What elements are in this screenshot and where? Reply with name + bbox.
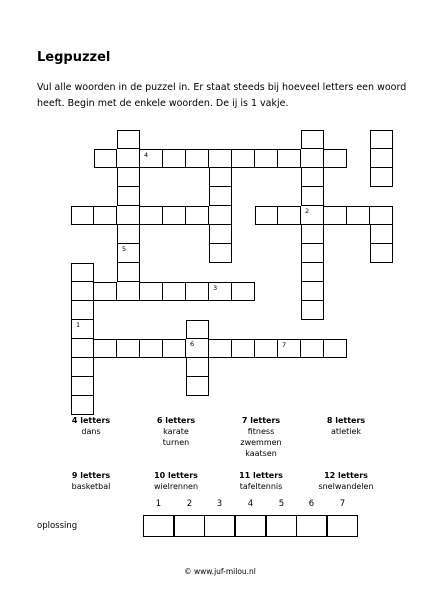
word: basketbal: [71, 482, 111, 491]
crossword-cell[interactable]: [301, 282, 324, 301]
solution-number: 7: [339, 499, 346, 509]
word-group-9-letters: [46, 470, 136, 492]
crossword-cell[interactable]: [117, 206, 140, 225]
crossword-cell[interactable]: [94, 282, 117, 301]
crossword-cell[interactable]: [370, 130, 393, 149]
word: zwemmen: [240, 438, 282, 447]
crossword-cell[interactable]: [370, 168, 393, 187]
word-group-heading: 11 letters: [239, 471, 283, 480]
crossword-cell[interactable]: [370, 206, 393, 225]
crossword-cell[interactable]: [71, 263, 94, 282]
crossword-cell[interactable]: [209, 339, 232, 358]
word: atletiek: [330, 427, 362, 436]
crossword-cell[interactable]: [301, 206, 324, 225]
crossword-cell[interactable]: [370, 244, 393, 263]
crossword-cell[interactable]: [94, 339, 117, 358]
crossword-cell[interactable]: [370, 225, 393, 244]
crossword-cell[interactable]: [71, 396, 94, 415]
solution-box[interactable]: [143, 515, 174, 537]
crossword-cell[interactable]: [186, 149, 209, 168]
crossword-cell[interactable]: [255, 206, 278, 225]
word-group-4-letters: [46, 415, 136, 437]
word-group-heading: 6 letters: [156, 416, 196, 425]
word: karate: [163, 427, 189, 436]
crossword-cell[interactable]: [209, 282, 232, 301]
word-group-8-letters: [301, 415, 391, 437]
crossword-cell[interactable]: [117, 244, 140, 263]
solution-box[interactable]: [266, 515, 297, 537]
crossword-cell[interactable]: [232, 339, 255, 358]
solution-box[interactable]: [296, 515, 327, 537]
solution-box[interactable]: [174, 515, 205, 537]
crossword-cell[interactable]: [209, 149, 232, 168]
crossword-cell[interactable]: [94, 206, 117, 225]
clue-number: 2: [305, 207, 310, 215]
crossword-cell[interactable]: [232, 282, 255, 301]
crossword-cell[interactable]: [370, 149, 393, 168]
crossword-cell[interactable]: [117, 282, 140, 301]
crossword-cell[interactable]: [186, 339, 209, 358]
word: fitness: [247, 427, 275, 436]
crossword-cell[interactable]: [117, 263, 140, 282]
clue-number: 4: [144, 151, 149, 159]
crossword-cell[interactable]: [163, 206, 186, 225]
copyright-footer: © www.juf-milou.nl: [184, 567, 256, 576]
crossword-cell[interactable]: [71, 282, 94, 301]
crossword-cell[interactable]: [71, 358, 94, 377]
crossword-cell[interactable]: [301, 187, 324, 206]
crossword-cell[interactable]: [301, 339, 324, 358]
crossword-cell[interactable]: [301, 168, 324, 187]
word-group-heading: 10 letters: [154, 471, 198, 480]
crossword-cell[interactable]: [186, 358, 209, 377]
word: kaatsen: [245, 449, 277, 458]
crossword-cell[interactable]: [71, 339, 94, 358]
solution-number: 5: [278, 499, 285, 509]
crossword-cell[interactable]: [117, 225, 140, 244]
crossword-cell[interactable]: [140, 282, 163, 301]
word-group-12-letters: [301, 470, 391, 492]
crossword-cell[interactable]: [301, 263, 324, 282]
clue-number: 7: [282, 341, 287, 349]
crossword-cell[interactable]: [163, 282, 186, 301]
crossword-cell[interactable]: [301, 149, 324, 168]
word-group-heading: 7 letters: [241, 416, 281, 425]
crossword-cell[interactable]: [163, 339, 186, 358]
word-group-6-letters: [131, 415, 221, 448]
page-title: Legpuzzel: [37, 50, 111, 65]
crossword-cell[interactable]: [186, 377, 209, 396]
crossword-cell[interactable]: [117, 339, 140, 358]
crossword-cell[interactable]: [186, 282, 209, 301]
crossword-cell[interactable]: [209, 168, 232, 187]
crossword-cell[interactable]: [186, 206, 209, 225]
crossword-cell[interactable]: [140, 206, 163, 225]
crossword-cell[interactable]: [140, 149, 163, 168]
crossword-cell[interactable]: [117, 130, 140, 149]
solution-number: 3: [216, 499, 223, 509]
crossword-cell[interactable]: [278, 206, 301, 225]
crossword-cell[interactable]: [71, 206, 94, 225]
word-group-heading: 9 letters: [71, 471, 111, 480]
solution-label: oplossing: [37, 521, 78, 531]
word-group-7-letters: [216, 415, 306, 459]
crossword-cell[interactable]: [232, 149, 255, 168]
crossword-cell[interactable]: [324, 339, 347, 358]
crossword-cell[interactable]: [209, 187, 232, 206]
crossword-cell[interactable]: [117, 149, 140, 168]
word: turnen: [162, 438, 190, 447]
crossword-cell[interactable]: [186, 320, 209, 339]
word: wielrennen: [153, 482, 199, 491]
crossword-cell[interactable]: [71, 320, 94, 339]
crossword-cell[interactable]: [301, 244, 324, 263]
crossword-cell[interactable]: [209, 225, 232, 244]
crossword-cell[interactable]: [140, 339, 163, 358]
crossword-cell[interactable]: [347, 206, 370, 225]
crossword-cell[interactable]: [255, 149, 278, 168]
crossword-cell[interactable]: [324, 206, 347, 225]
word-group-heading: 12 letters: [324, 471, 368, 480]
instructions: Vul alle woorden in de puzzel in. Er staat steeds bij hoeveel letters een woord heeft. Begin met de enkele woorden. De ij is 1 vakje.: [37, 82, 407, 109]
word-group-10-letters: [131, 470, 221, 492]
solution-number: 2: [186, 499, 193, 509]
crossword-cell[interactable]: [209, 206, 232, 225]
word: tafeltennis: [239, 482, 283, 491]
clue-number: 5: [122, 245, 127, 253]
solution-box[interactable]: [235, 515, 266, 537]
solution-box[interactable]: [327, 515, 358, 537]
crossword-cell[interactable]: [117, 168, 140, 187]
crossword-cell[interactable]: [301, 225, 324, 244]
crossword-cell[interactable]: [117, 187, 140, 206]
word-group-heading: 4 letters: [71, 416, 111, 425]
word: dans: [81, 427, 101, 436]
clue-number: 3: [213, 284, 218, 292]
crossword-cell[interactable]: [94, 149, 117, 168]
crossword-cell[interactable]: [71, 301, 94, 320]
crossword-cell[interactable]: [324, 149, 347, 168]
solution-number: 1: [155, 499, 162, 509]
solution-number: 4: [247, 499, 254, 509]
word-group-heading: 8 letters: [326, 416, 366, 425]
crossword-cell[interactable]: [71, 377, 94, 396]
crossword-cell[interactable]: [278, 339, 301, 358]
solution-number: 6: [308, 499, 315, 509]
word: snelwandelen: [318, 482, 374, 491]
crossword-cell[interactable]: [278, 149, 301, 168]
word-group-11-letters: [216, 470, 306, 492]
crossword-cell[interactable]: [301, 301, 324, 320]
crossword-cell[interactable]: [301, 130, 324, 149]
crossword-cell[interactable]: [209, 244, 232, 263]
clue-number: 1: [76, 321, 81, 329]
crossword-cell[interactable]: [163, 149, 186, 168]
solution-box[interactable]: [204, 515, 235, 537]
crossword-cell[interactable]: [255, 339, 278, 358]
clue-number: 6: [190, 340, 195, 348]
